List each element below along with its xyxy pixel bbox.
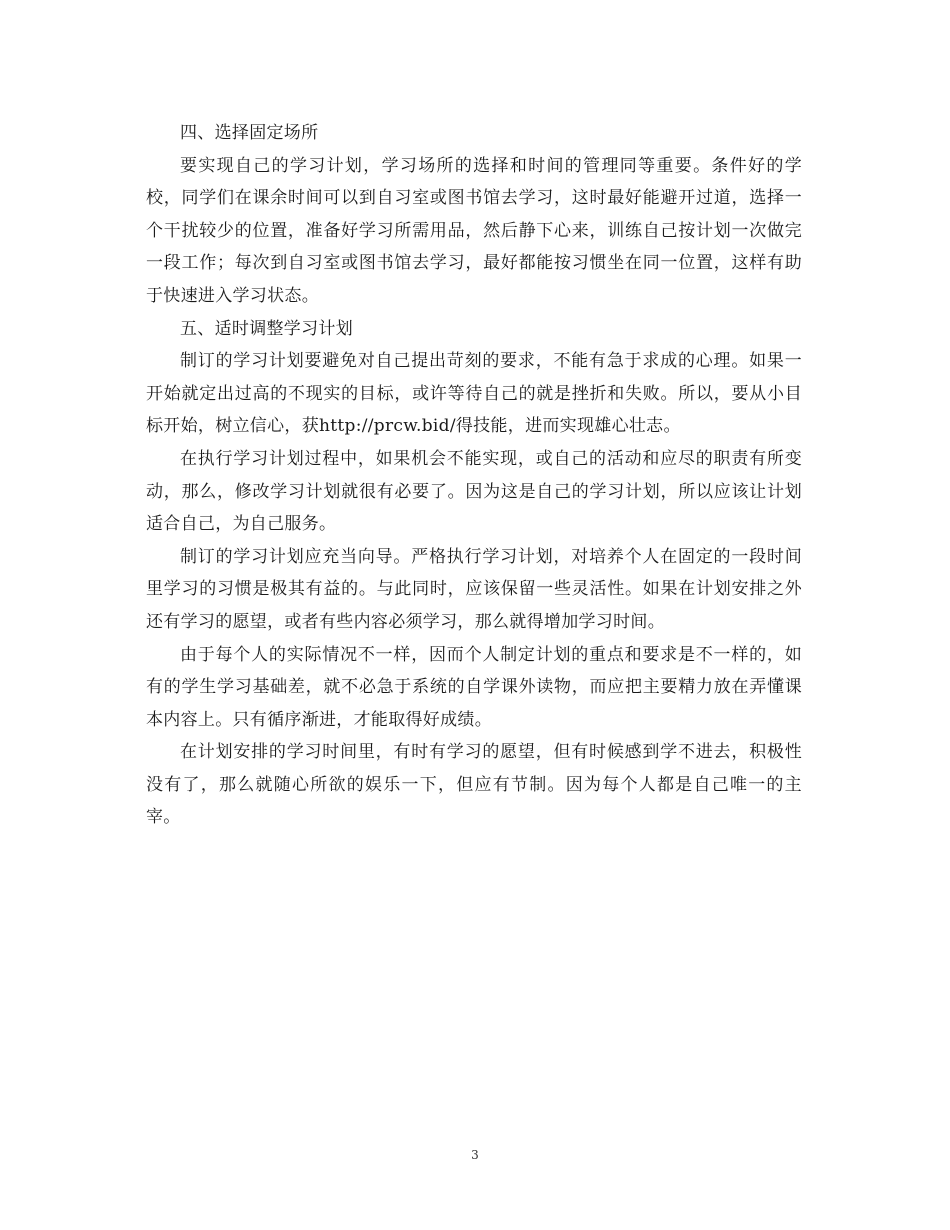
document-body	[146, 117, 802, 834]
paragraph: 在计划安排的学习时间里，有时有学习的愿望，但有时候感到学不进去，积极性没有了，那么就随心所欲的娱乐一下，但应有节制。因为每个人都是自己唯一的主宰。	[146, 742, 802, 828]
paragraph: 由于每个人的实际情况不一样，因而个人制定计划的重点和要求是不一样的，如有的学生学习基础差，就不必急于系统的自学课外读物，而应把主要精力放在弄懂课本内容上。只有循序渐进，才能取得好成绩。	[146, 644, 802, 730]
page-number: 3	[471, 1148, 479, 1162]
paragraph: 在执行学习计划过程中，如果机会不能实现，或自己的活动和应尽的职责有所变动，那么，修改学习计划就很有必要了。因为这是自己的学习计划，所以应该让计划适合自己，为自己服务。	[146, 448, 802, 535]
paragraph: 制订的学习计划应充当向导。严格执行学习计划，对培养个人在固定的一段时间里学习的习惯是极其有益的。与此同时，应该保留一些灵活性。如果在计划安排之外还有学习的愿望，或者有些内容必须学习，那么就得增加学习时间。	[146, 546, 802, 632]
section-heading: 四、选择固定场所	[180, 123, 319, 143]
paragraph: 制订的学习计划要避免对自己提出苛刻的要求，不能有急于求成的心理。如果一开始就定出过高的不现实的目标，或许等待自己的就是挫折和失败。所以，要从小目标开始，树立信心，获http://prcw.bid/得技能，进而实现雄心壮志。	[146, 351, 802, 437]
paragraph: 要实现自己的学习计划，学习场所的选择和时间的管理同等重要。条件好的学校，同学们在课余时间可以到自习室或图书馆去学习，这时最好能避开过道，选择一个干扰较少的位置，准备好学习所需用品，然后静下心来，训练自己按计划一次做完一段工作；每次到自习室或图书馆去学习，最好都能按习惯坐在同一位置，这样有助于快速进入学习状态。	[146, 155, 802, 306]
section-heading: 五、适时调整学习计划	[180, 318, 353, 339]
